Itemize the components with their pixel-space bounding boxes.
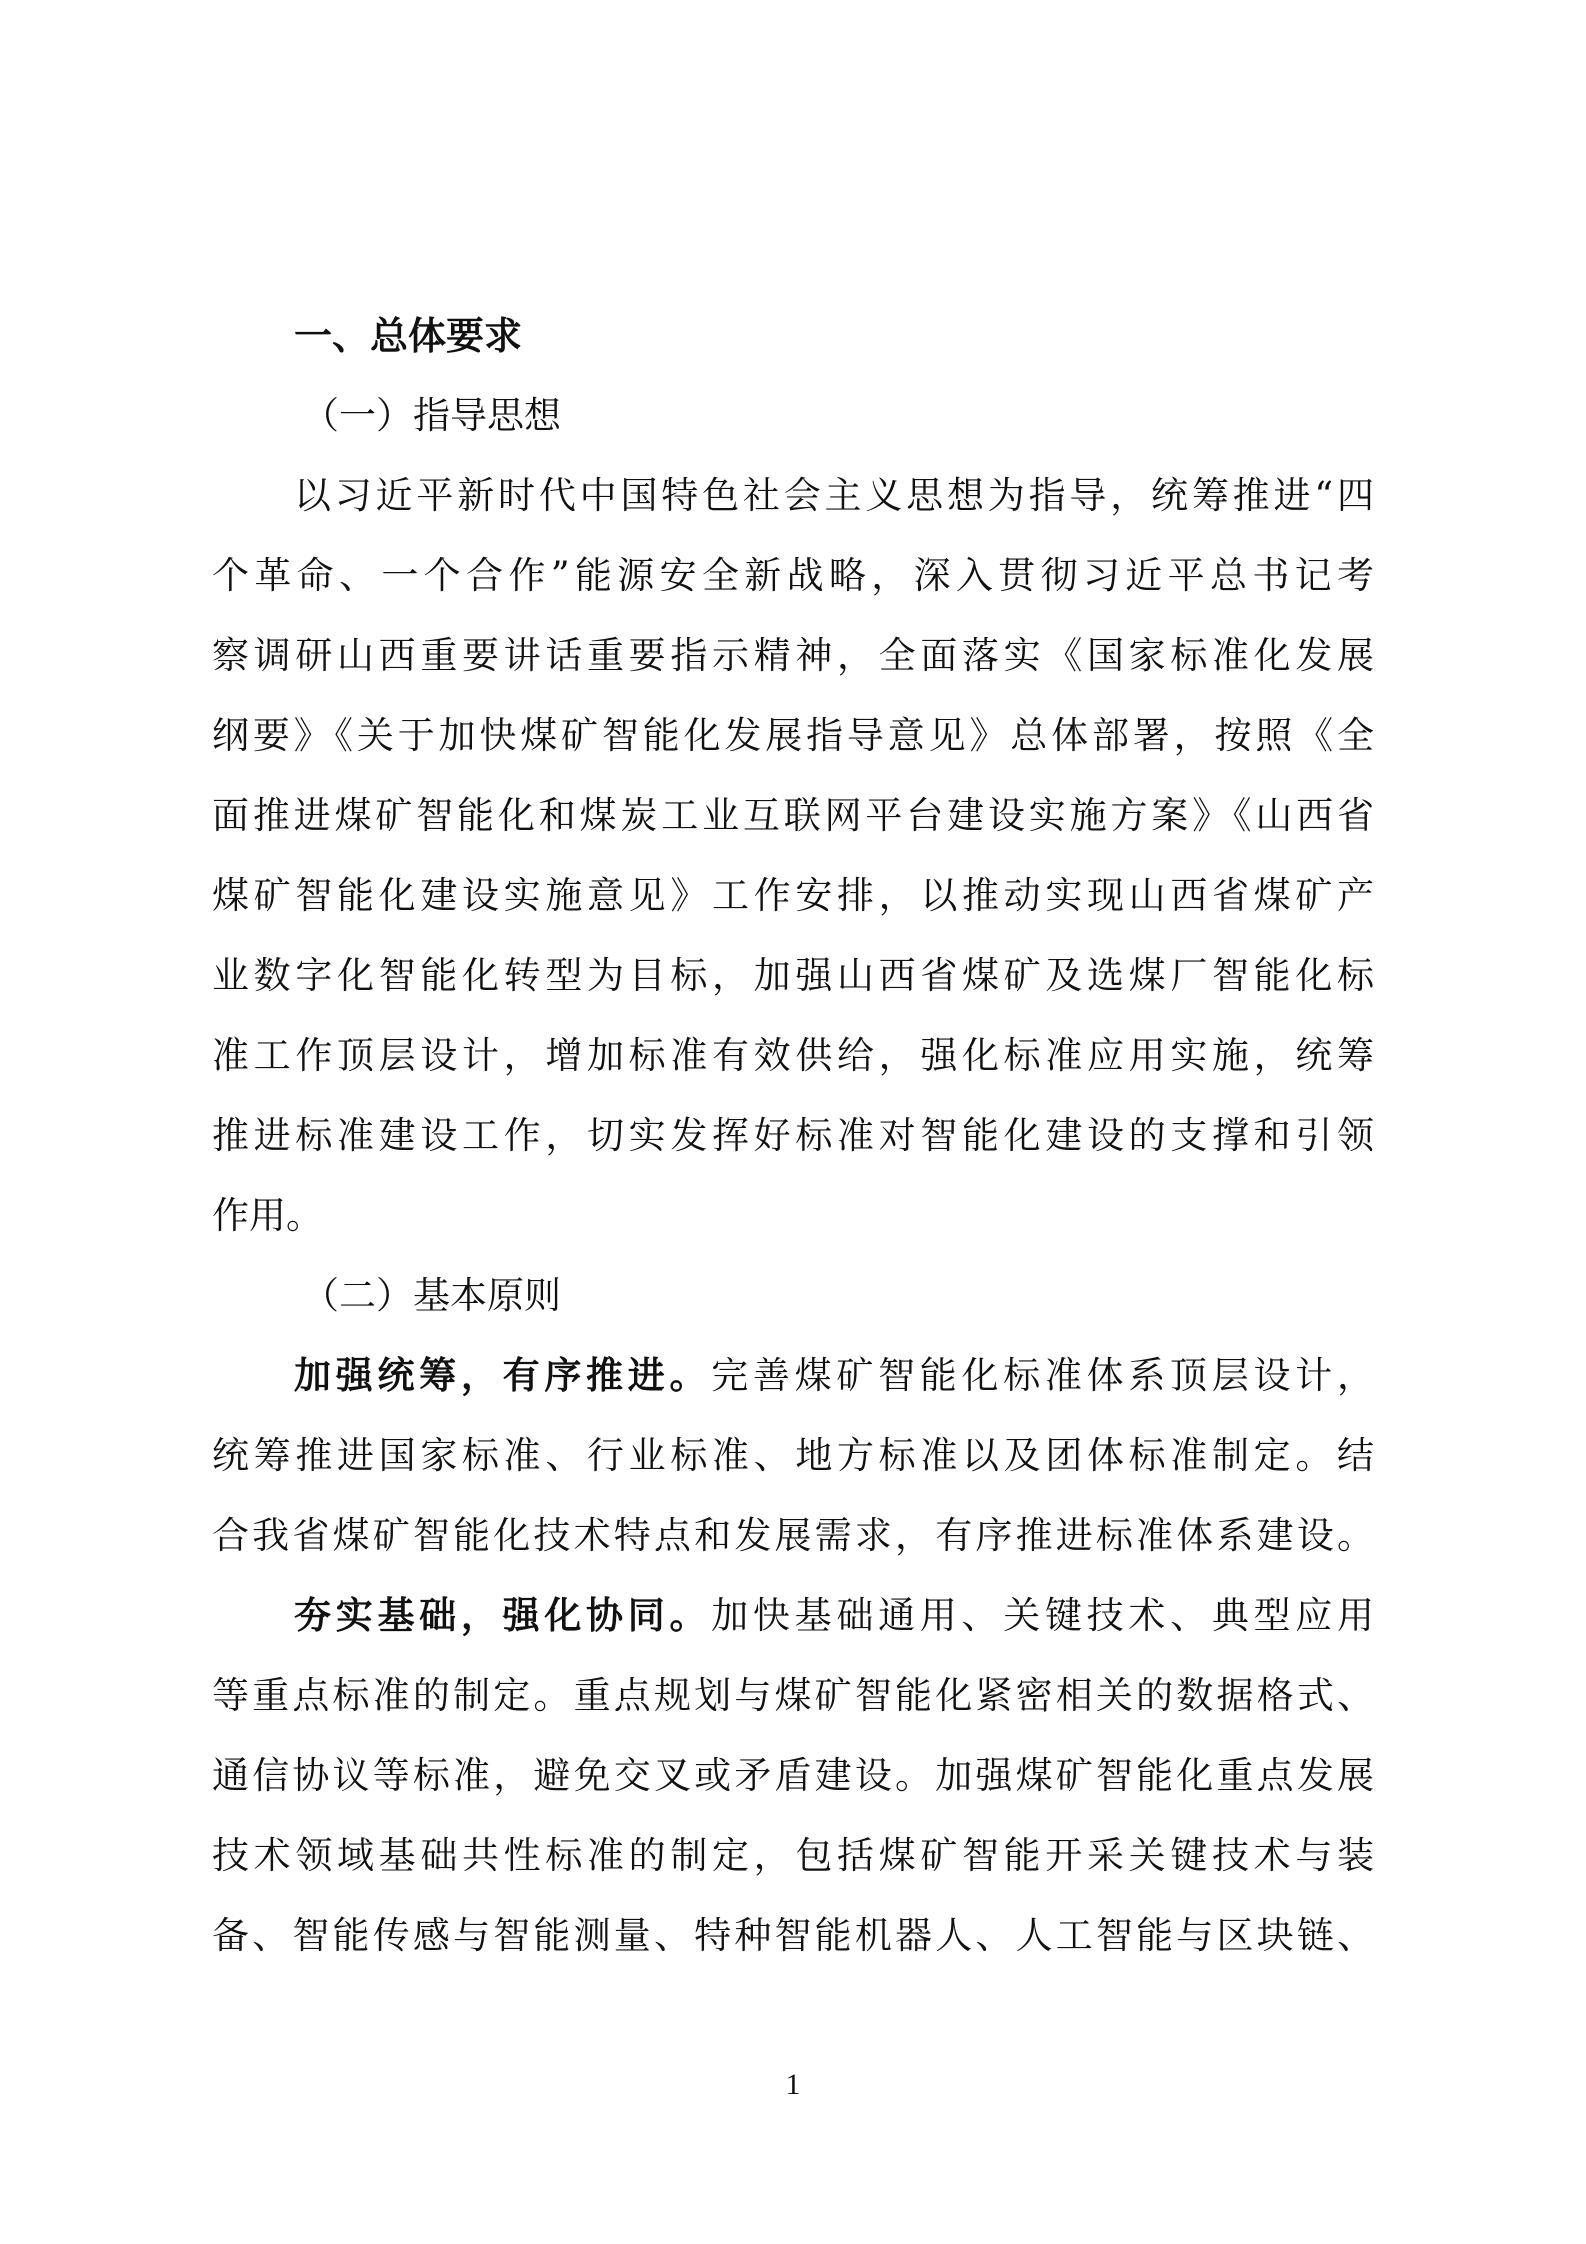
principle-title: 夯实基础，强化协同。 <box>294 1594 712 1637</box>
paragraph-line: 备、智能传感与智能测量、特种智能机器人、人工智能与区块链、 <box>212 1914 1374 1957</box>
paragraph-line: 准工作顶层设计，增加标准有效供给，强化标准应用实施，统筹 <box>212 1034 1374 1077</box>
paragraph-line: 等重点标准的制定。重点规划与煤矿智能化紧密相关的数据格式、 <box>212 1674 1374 1717</box>
principle-line <box>212 1336 1374 1416</box>
subsection-title-basic-principles: （二）基本原则 <box>302 1274 561 1317</box>
paragraph-line: 煤矿智能化建设实施意见》工作安排，以推动实现山西省煤矿产 <box>212 874 1374 917</box>
principle-line <box>212 1576 1374 1656</box>
paragraph-line: 统筹推进国家标准、行业标准、地方标准以及团体标准制定。结 <box>212 1434 1374 1477</box>
paragraph-line: 作用。 <box>212 1194 323 1237</box>
paragraph-line: 察调研山西重要讲话重要指示精神，全面落实《国家标准化发展 <box>212 634 1374 677</box>
principle-text: 完善煤矿智能化标准体系顶层设计， <box>711 1354 1374 1397</box>
paragraph-line: 合我省煤矿智能化技术特点和发展需求，有序推进标准体系建设。 <box>212 1514 1374 1557</box>
paragraph-line: 通信协议等标准，避免交叉或矛盾建设。加强煤矿智能化重点发展 <box>212 1754 1374 1797</box>
paragraph-line: 个革命、一个合作”能源安全新战略，深入贯彻习近平总书记考 <box>212 554 1374 597</box>
paragraph-line: 技术领域基础共性标准的制定，包括煤矿智能开采关键技术与装 <box>212 1834 1374 1877</box>
paragraph-line: 以习近平新时代中国特色社会主义思想为指导，统筹推进“四 <box>294 474 1374 517</box>
document-body <box>212 296 1374 1976</box>
paragraph-line: 推进标准建设工作，切实发挥好标准对智能化建设的支撑和引领 <box>212 1114 1374 1157</box>
principle-text: 加快基础通用、关键技术、典型应用 <box>711 1594 1374 1637</box>
paragraph-line: 业数字化智能化转型为目标，加强山西省煤矿及选煤厂智能化标 <box>212 954 1374 997</box>
page-number: 1 <box>785 2068 801 2101</box>
paragraph-line: 面推进煤矿智能化和煤炭工业互联网平台建设实施方案》《山西省 <box>212 794 1374 837</box>
section-heading: 一、总体要求 <box>294 314 523 358</box>
principle-title: 加强统筹，有序推进。 <box>294 1354 712 1397</box>
paragraph-line: 纲要》《关于加快煤矿智能化发展指导意见》总体部署，按照《全 <box>212 714 1374 757</box>
subsection-title-guiding-ideology: （一）指导思想 <box>302 394 561 437</box>
